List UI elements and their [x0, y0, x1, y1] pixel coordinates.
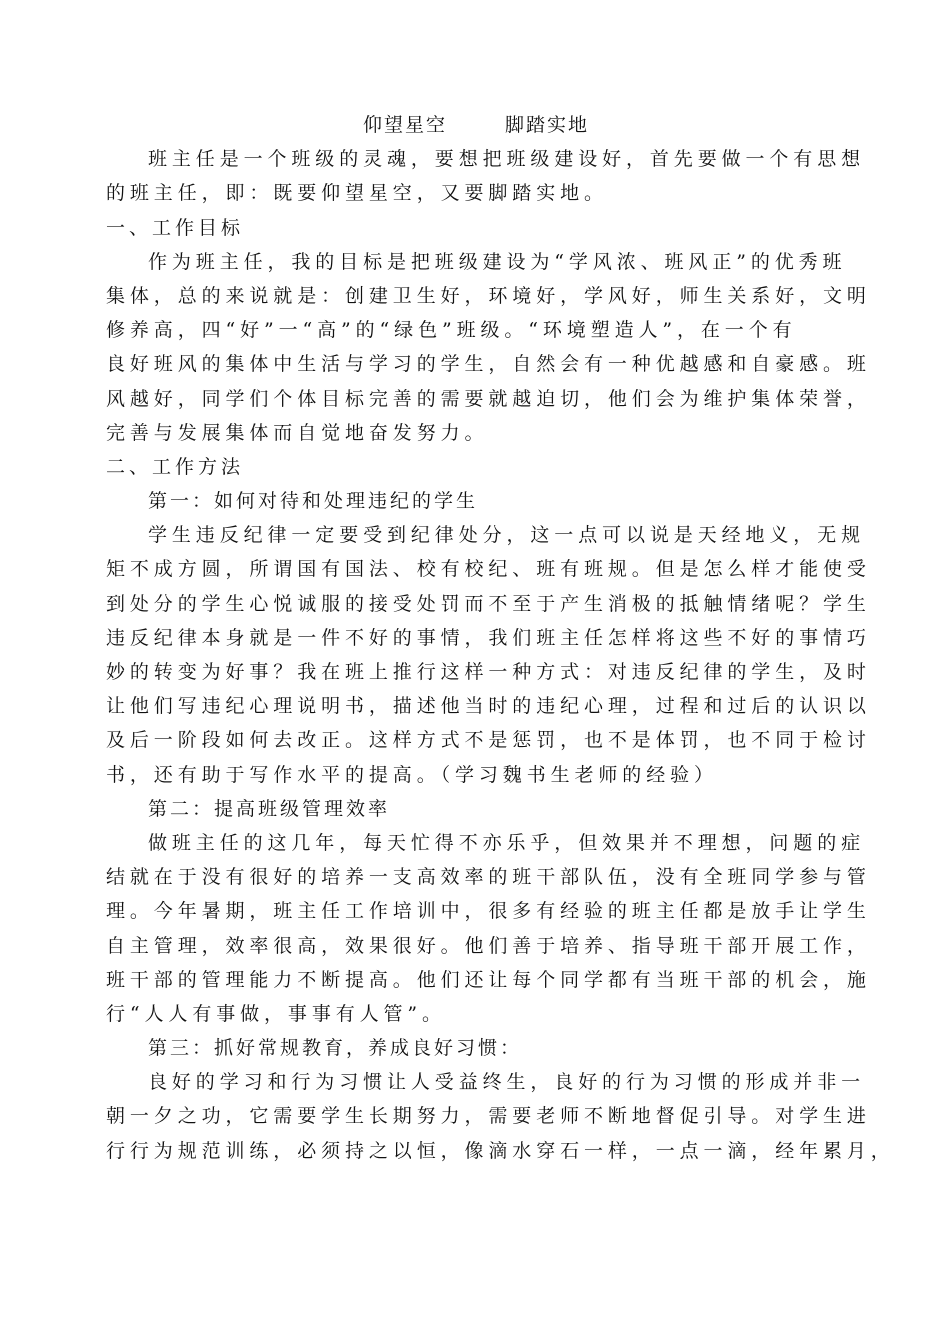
paragraph-line: 作为班主任，我的目标是把班级建设为“学风浓、班风正”的优秀班: [148, 250, 847, 273]
paragraph-line: 书，还有助于写作水平的提高。（学习魏书生老师的经验）: [106, 763, 718, 786]
subsection-heading-2: 第二：提高班级管理效率: [148, 797, 391, 820]
paragraph-line: 让他们写违纪心理说明书，描述他当时的违纪心理，过程和过后的认识以: [106, 695, 871, 718]
paragraph-line: 及后一阶段如何去改正。这样方式不是惩罚，也不是体罚，也不同于检讨: [106, 729, 871, 752]
paragraph-line: 学生违反纪律一定要受到纪律处分，这一点可以说是天经地义，无规: [148, 524, 866, 547]
subsection-heading-3: 第三：抓好常规教育，养成良好习惯：: [148, 1037, 523, 1060]
paragraph-line: 修养高，四“好”一“高”的“绿色”班级。“环境塑造人”，在一个有: [106, 319, 797, 342]
paragraph-line: 自主管理，效率很高，效果很好。他们善于培养、指导班干部开展工作，: [106, 934, 871, 957]
section-heading-2: 二、工作方法: [106, 455, 245, 478]
paragraph-line: 风越好，同学们个体目标完善的需要就越迫切，他们会为维护集体荣誉，: [106, 387, 871, 410]
paragraph-line: 理。今年暑期，班主任工作培训中，很多有经验的班主任都是放手让学生: [106, 900, 871, 923]
paragraph-line: 的班主任，即：既要仰望星空，又要脚踏实地。: [106, 182, 608, 205]
paragraph-line: 妙的转变为好事？我在班上推行这样一种方式：对违反纪律的学生，及时: [106, 661, 871, 683]
paragraph-line: 结就在于没有很好的培养一支高效率的班干部队伍，没有全班同学参与管: [106, 866, 871, 889]
document-page: [106, 108, 895, 1168]
subsection-heading-1: 第一：如何对待和处理违纪的学生: [148, 490, 479, 513]
paragraph-line: 集体，总的来说就是：创建卫生好，环境好，学风好，师生关系好，文明: [106, 284, 871, 307]
paragraph-line: 到处分的学生心悦诚服的接受处罚而不至于产生消极的抵触情绪呢？学生: [106, 592, 871, 615]
paragraph-line: 良好班风的集体中生活与学习的学生，自然会有一种优越感和自豪感。班: [106, 353, 871, 376]
paragraph-line: 班主任是一个班级的灵魂，要想把班级建设好，首先要做一个有思想: [148, 148, 866, 171]
paragraph-line: 良好的学习和行为习惯让人受益终生，良好的行为习惯的形成并非一: [148, 1071, 866, 1094]
paragraph-line: 做班主任的这几年，每天忙得不亦乐乎，但效果并不理想，问题的症: [148, 831, 866, 854]
paragraph-line: 朝一夕之功，它需要学生长期努力，需要老师不断地督促引导。对学生进: [106, 1105, 871, 1128]
paragraph-line: 违反纪律本身就是一件不好的事情，我们班主任怎样将这些不好的事情巧: [106, 626, 871, 649]
title-part-1: 仰望星空: [362, 114, 447, 136]
paragraph-line: 班干部的管理能力不断提高。他们还让每个同学都有当班干部的机会，施: [106, 968, 871, 991]
title-part-2: 脚踏实地: [505, 114, 590, 136]
paragraph-line: 行“人人有事做，事事有人管”。: [106, 1002, 446, 1025]
section-heading-1: 一、工作目标: [106, 216, 245, 239]
paragraph-line: 完善与发展集体而自觉地奋发努力。: [106, 421, 489, 444]
paragraph-line: 行行为规范训练，必须持之以恒，像滴水穿石一样，一点一滴，经年累月，: [106, 1139, 895, 1162]
paragraph-line: 矩不成方圆，所谓国有国法、校有校纪、班有班规。但是怎么样才能使受: [106, 558, 871, 581]
document-title: [106, 108, 846, 142]
